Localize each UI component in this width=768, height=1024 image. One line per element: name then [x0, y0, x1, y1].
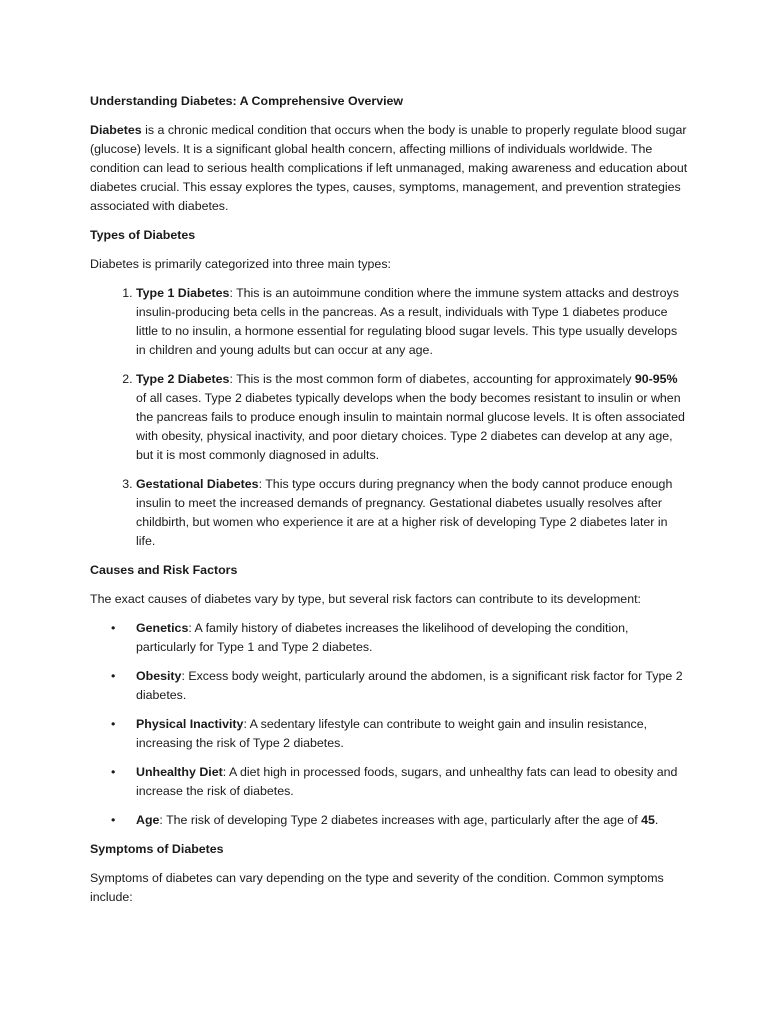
inactivity-term: Physical Inactivity — [136, 717, 244, 731]
age-text-after: . — [654, 813, 659, 827]
gestational-term: Gestational Diabetes — [136, 477, 259, 491]
list-item-unhealthy-diet — [136, 763, 688, 801]
type2-text-after: of all cases. Type 2 diabetes typically develops when the body becomes resistant to insulin or when the pancreas fails to produce enough insulin to maintain normal glucose levels. It is often associated with obesity, physical inactivity, and poor dietary choices. Type 2 diabetes can develop at any age, but it is most commonly diagnosed in adults. — [136, 391, 685, 462]
type1-text: : This is an autoimmune condition where the immune system attacks and destroys insulin-producing beta cells in the pancreas. As a result, individuals with Type 1 diabetes produce little to no insulin, a hormone essential for regulating blood sugar levels. This type usually develops in children and young adults but can occur at any age. — [136, 286, 679, 357]
age-text: : The risk of developing Type 2 diabetes increases with age, particularly after the age of — [159, 813, 642, 827]
intro-term: Diabetes — [90, 123, 142, 137]
type2-term: Type 2 Diabetes — [136, 372, 230, 386]
list-item-age — [136, 811, 688, 830]
document-title: Understanding Diabetes: A Comprehensive Overview — [90, 94, 404, 108]
causes-intro: The exact causes of diabetes vary by type, but several risk factors can contribute to its development: — [90, 592, 641, 606]
list-item-genetics — [136, 619, 688, 657]
list-item-type1 — [136, 284, 688, 360]
types-heading: Types of Diabetes — [90, 228, 196, 242]
diet-term: Unhealthy Diet — [136, 765, 223, 779]
symptoms-intro: Symptoms of diabetes can vary depending on the type and severity of the condition. Common symptoms include: — [90, 871, 664, 904]
intro-paragraph — [90, 121, 688, 216]
diet-text: : A diet high in processed foods, sugars, and unhealthy fats can lead to obesity and increase the risk of diabetes. — [136, 765, 678, 798]
obesity-term: Obesity — [136, 669, 182, 683]
intro-text: is a chronic medical condition that occurs when the body is unable to properly regulate blood sugar (glucose) levels. It is a significant global health concern, affecting millions of individuals worldwide. The condition can lead to serious health complications if left unmanaged, making awareness and education about diabetes crucial. This essay explores the types, causes, symptoms, management, and prevention strategies associated with diabetes. — [90, 123, 688, 213]
list-item-physical-inactivity — [136, 715, 688, 753]
list-item-obesity — [136, 667, 688, 705]
list-item-gestational — [136, 475, 688, 551]
genetics-text: : A family history of diabetes increases the likelihood of developing the condition, particularly for Type 1 and Type 2 diabetes. — [136, 621, 629, 654]
types-list — [90, 284, 688, 551]
age-term: Age — [136, 813, 160, 827]
age-highlight: 45 — [641, 813, 655, 827]
type2-highlight: 90-95% — [634, 372, 678, 386]
type2-text-before: : This is the most common form of diabetes, accounting for approximately — [229, 372, 635, 386]
causes-heading: Causes and Risk Factors — [90, 563, 238, 577]
type1-term: Type 1 Diabetes — [136, 286, 230, 300]
obesity-text: : Excess body weight, particularly around the abdomen, is a significant risk factor for Type 2 diabetes. — [136, 669, 683, 702]
list-item-type2 — [136, 370, 688, 465]
symptoms-heading: Symptoms of Diabetes — [90, 842, 224, 856]
inactivity-text: : A sedentary lifestyle can contribute to weight gain and insulin resistance, increasing the risk of Type 2 diabetes. — [136, 717, 648, 750]
risk-factors-list — [90, 619, 688, 830]
gestational-text: : This type occurs during pregnancy when the body cannot produce enough insulin to meet the increased demands of pregnancy. Gestational diabetes usually resolves after childbirth, but women who experience it are at a higher risk of developing Type 2 diabetes later in life. — [136, 477, 673, 548]
types-intro: Diabetes is primarily categorized into three main types: — [90, 257, 391, 271]
genetics-term: Genetics — [136, 621, 189, 635]
